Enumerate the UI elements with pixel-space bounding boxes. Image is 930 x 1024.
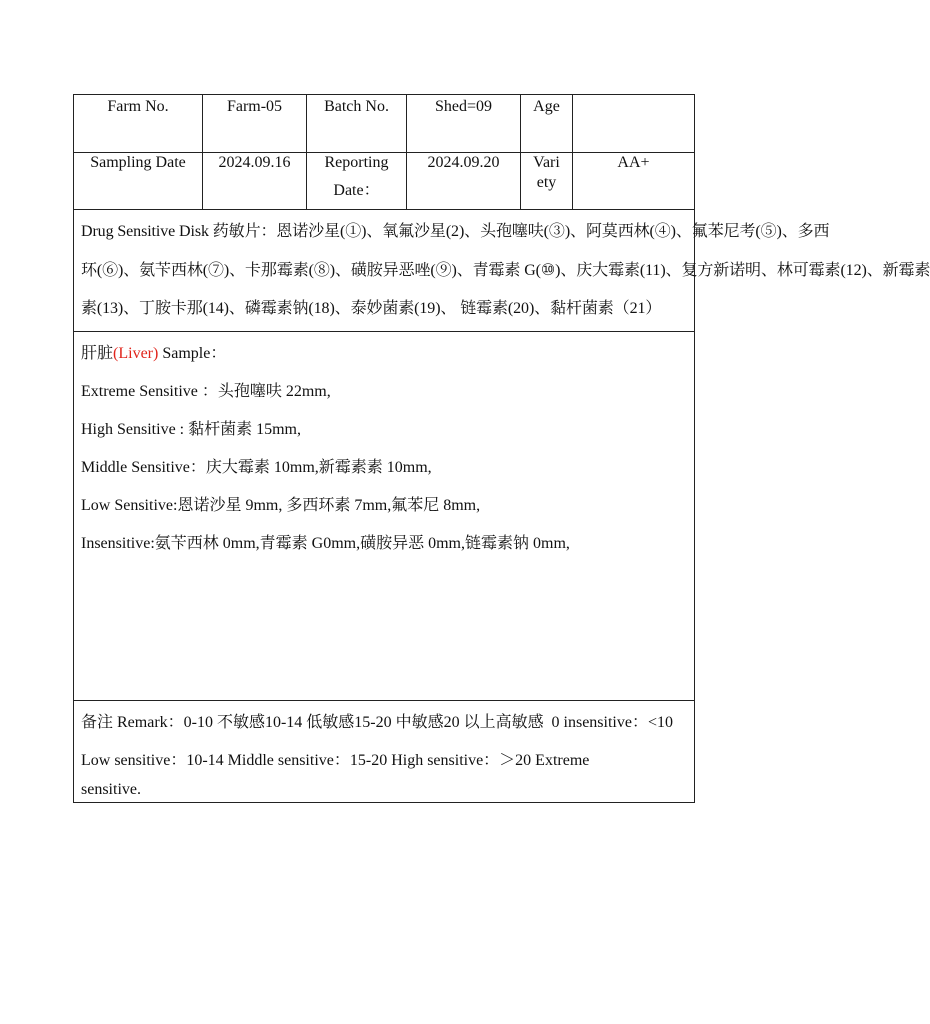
liver-title-cn: 肝脏 bbox=[81, 345, 114, 362]
variety-label bbox=[521, 153, 573, 210]
drug-disk-line-1: Drug Sensitive Disk 药敏片：恩诺沙星(①)、氧氟沙星(2)、头孢噻呋(③)、阿莫西林(④)、氟苯尼考(⑤)、多西 bbox=[81, 223, 830, 240]
drug-disk-line-3: 素(13)、丁胺卡那(14)、磷霉素钠(18)、泰妙菌素(19)、 链霉素(20)、黏杆菌素（21） bbox=[81, 300, 662, 317]
remark-line-1-right: 0 insensitive：<10 bbox=[551, 714, 673, 731]
liver-title-suffix: Sample： bbox=[158, 345, 227, 362]
remark-line-1 bbox=[81, 704, 687, 742]
remark-line-2-text: Low sensitive：10-14 Middle sensitive：15-20 High sensitive：＞20 Extreme bbox=[81, 752, 590, 769]
remark-line-1-left: 备注 Remark：0-10 不敏感10-14 低敏感15-20 中敏感20 以上高敏感 bbox=[81, 714, 544, 731]
remark-line-3-text: sensitive. bbox=[81, 781, 141, 798]
sampling-date-label: Sampling Date bbox=[74, 153, 203, 210]
middle-sensitive-line: Middle Sensitive：庆大霉素 10mm,新霉素素 10mm, bbox=[81, 459, 432, 476]
extreme-sensitive-line: Extreme Sensitive ：头孢噻呋 22mm, bbox=[81, 383, 331, 400]
drug-disk-line-2: 环(⑥)、氨苄西林(⑦)、卡那霉素(⑧)、磺胺异恶唑(⑨)、青霉素 G(⑩)、庆大霉素(11)、复方新诺明、林可霉素(12)、新霉素 bbox=[81, 261, 930, 279]
reporting-date-label-2: Date： bbox=[333, 182, 380, 199]
age-value bbox=[573, 95, 694, 153]
drug-disk-section bbox=[74, 210, 930, 332]
farm-no-value: Farm-05 bbox=[203, 95, 307, 153]
batch-no-value: Shed=09 bbox=[407, 95, 521, 153]
sampling-date-value: 2024.09.16 bbox=[203, 153, 307, 210]
header-grid bbox=[74, 95, 694, 210]
liver-sample-section bbox=[74, 332, 694, 701]
liver-title bbox=[81, 335, 687, 373]
variety-label-1: Vari bbox=[533, 154, 560, 171]
report-table bbox=[73, 94, 930, 803]
low-sensitive-line: Low Sensitive:恩诺沙星 9mm, 多西环素 7mm,氟苯尼 8mm, bbox=[81, 497, 481, 514]
variety-value: AA+ bbox=[573, 153, 694, 210]
reporting-date-value: 2024.09.20 bbox=[407, 153, 521, 210]
variety-label-2: ety bbox=[536, 174, 557, 191]
age-label: Age bbox=[521, 95, 573, 153]
reporting-date-label bbox=[307, 153, 407, 210]
batch-no-label: Batch No. bbox=[307, 95, 407, 153]
high-sensitive-line: High Sensitive : 黏杆菌素 15mm, bbox=[81, 421, 302, 438]
reporting-date-label-1: Reporting bbox=[324, 154, 389, 171]
liver-title-en: (Liver) bbox=[113, 345, 159, 362]
insensitive-line: Insensitive:氨苄西林 0mm,青霉素 G0mm,磺胺异恶 0mm,链霉素钠 0mm, bbox=[81, 535, 570, 552]
remark-section bbox=[74, 701, 694, 802]
farm-no-label: Farm No. bbox=[74, 95, 203, 153]
remark-line-2 bbox=[81, 742, 687, 800]
